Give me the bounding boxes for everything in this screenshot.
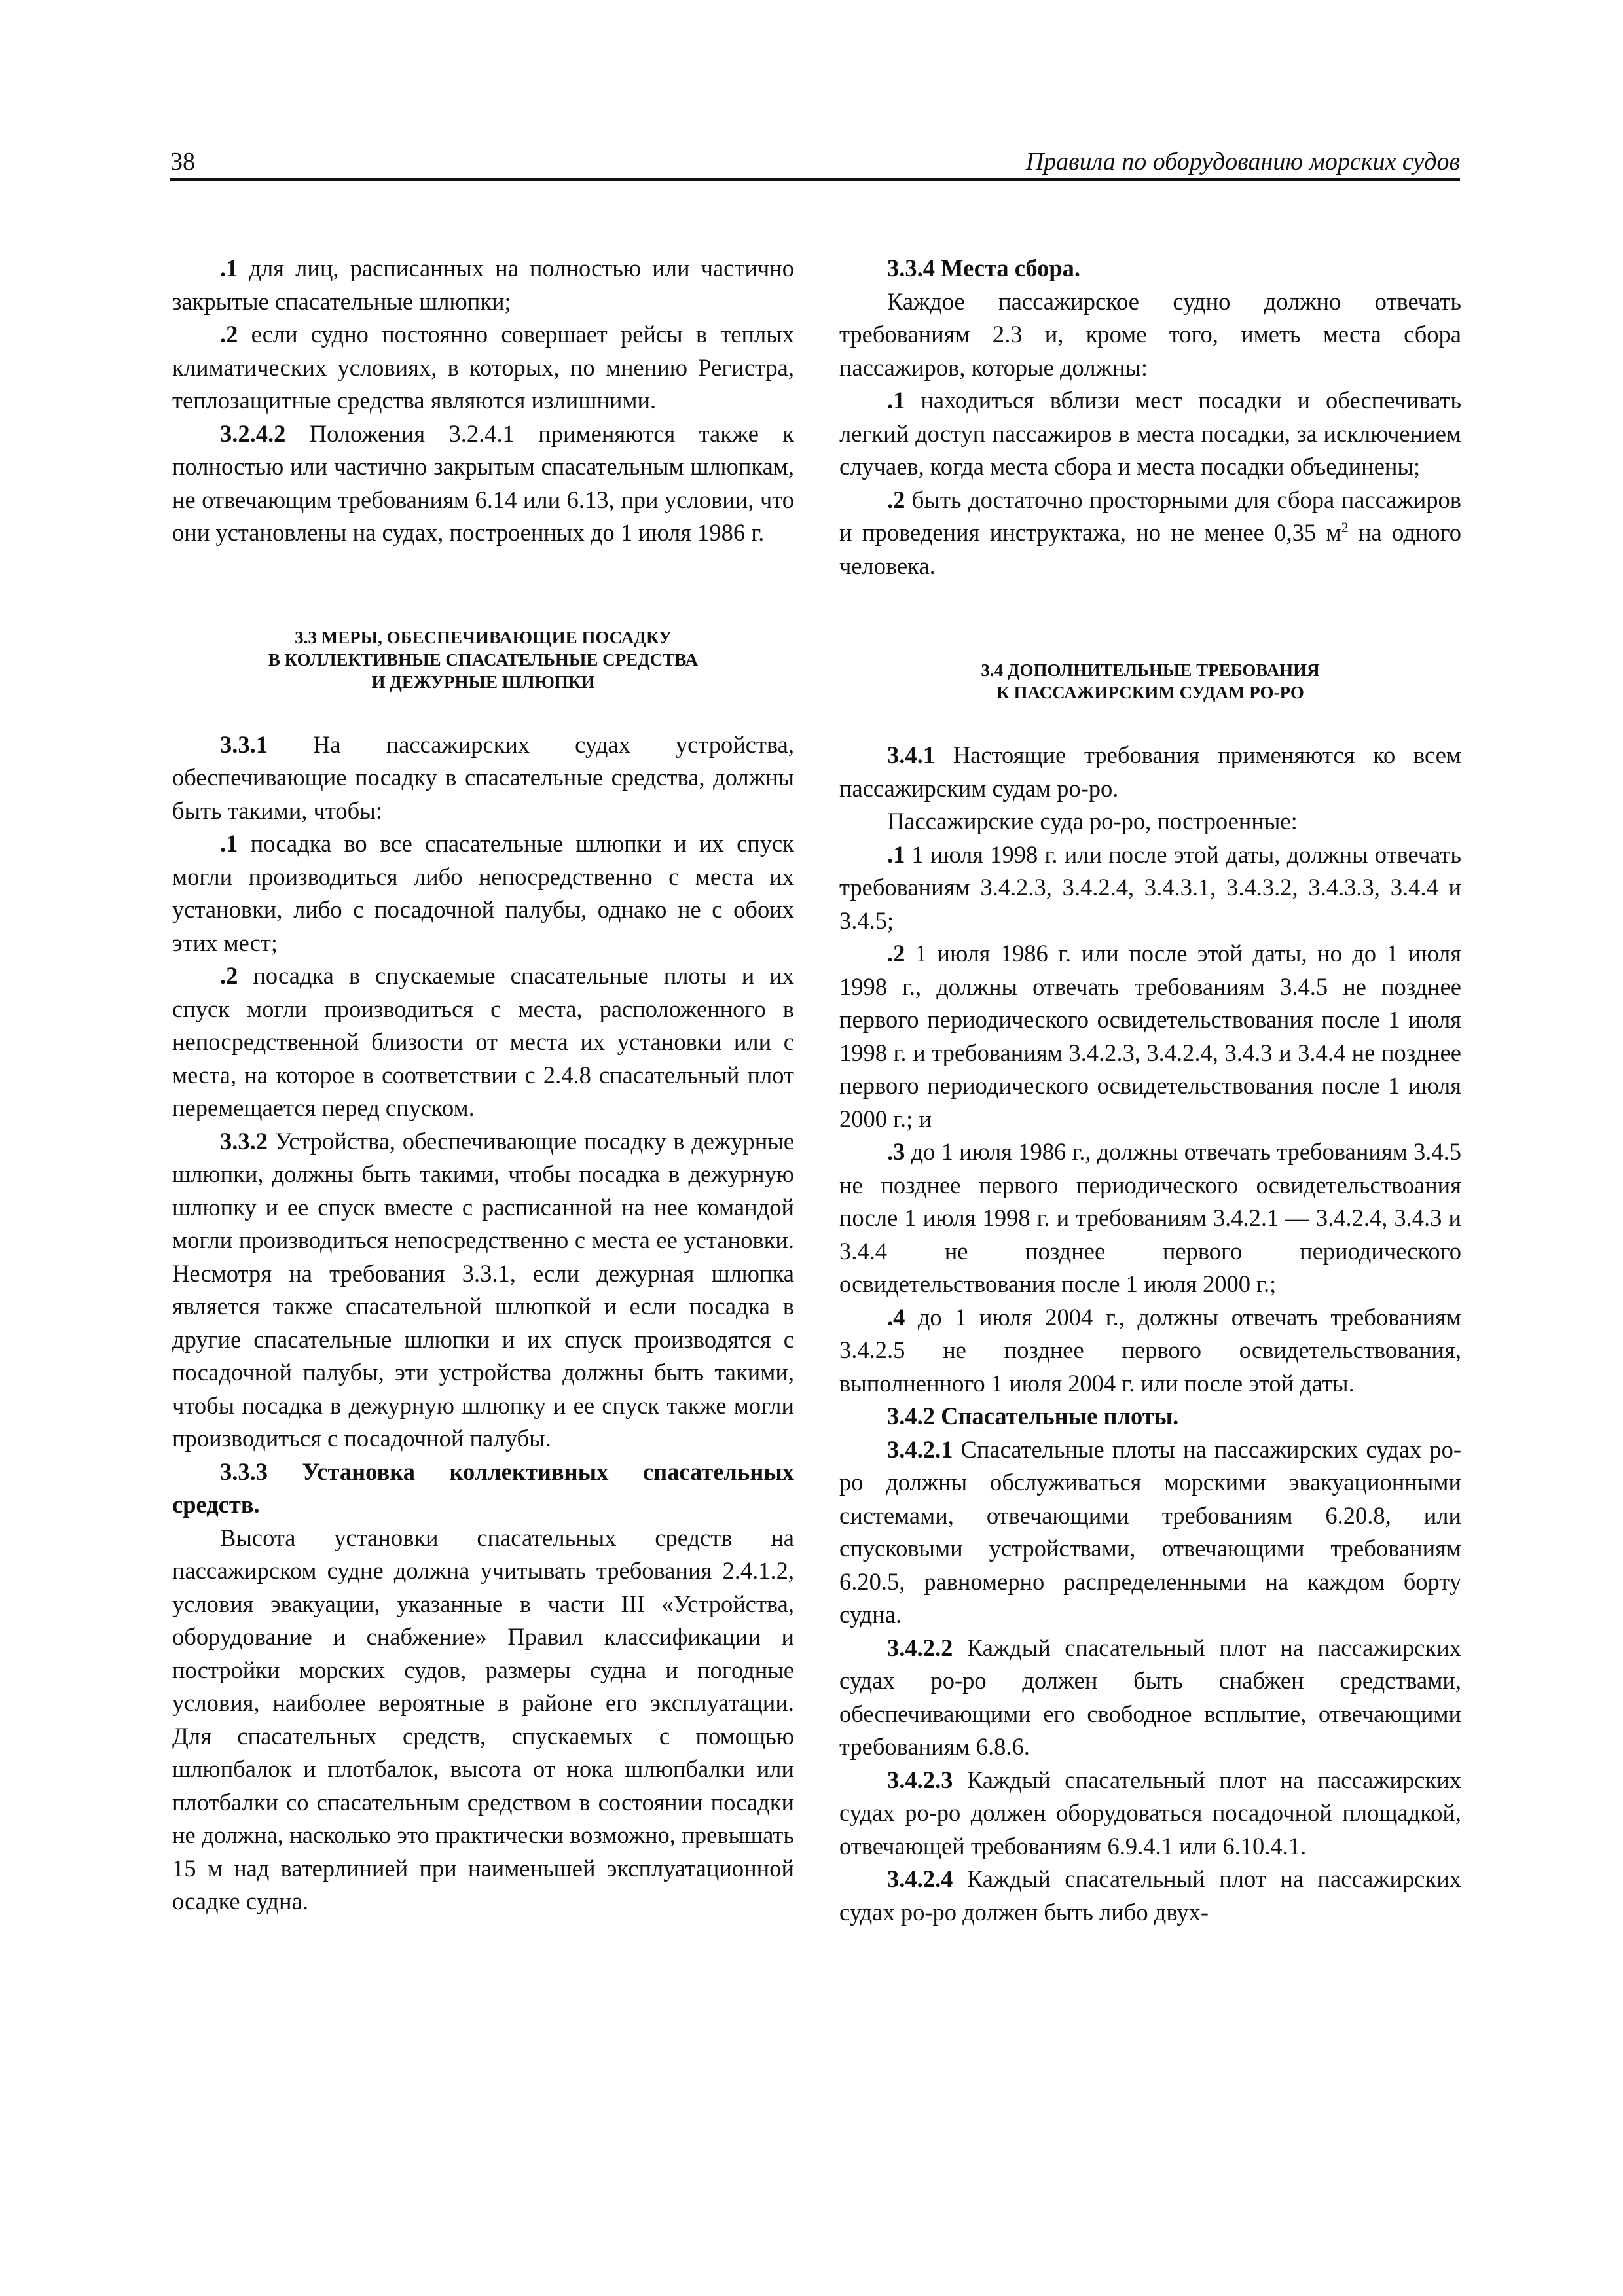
item-number: .4 [887, 1303, 905, 1331]
paragraph [172, 960, 794, 1125]
clause-number: 3.4.2.2 [887, 1634, 953, 1661]
paragraph-text: посадка во все спасательные шлюпки и их спуск могли производиться либо непосредственно с места их установки, либо с посадочной палубы, однако не с обоих этих мест; [172, 830, 794, 956]
paragraph-text: Устройства, обеспечивающие посадку в дежурные шлюпки, должны быть такими, чтобы посадка в дежурную шлюпку и ее спуск вместе с расписанной на нее командой могли производиться непосредственно с места ее установки. Несмотря на требования 3.3.1, если дежурная шлюпка является также спасательной шлюпкой и если посадка в другие спасательные шлюпки и их спуск производятся с посадочной палубы, эти устройства должны быть такими, чтобы посадка в дежурную шлюпку и ее спуск также могли производиться с посадочной палубы. [172, 1127, 794, 1452]
paragraph-text: если судно постоянно совершает рейсы в теплых климатических условиях, в которых, по мнению Регистра, теплозащитные средства являются излишними. [172, 321, 794, 414]
subsection-title: 3.3.3 Установка коллективных спасательных средств. [172, 1458, 794, 1518]
paragraph [839, 285, 1461, 385]
paragraph [839, 484, 1461, 583]
spacer [839, 583, 1461, 659]
item-number: .2 [887, 486, 905, 513]
item-number: .2 [220, 962, 238, 989]
heading-line: В КОЛЛЕКТИВНЫЕ СПАСАТЕЛЬНЫЕ СРЕДСТВА [268, 649, 699, 670]
page-header [170, 147, 1460, 181]
paragraph-text: посадка в спускаемые спасательные плоты и их спуск могли производиться с места, расположенного в непосредственной близости от места их установки или с места, на которое в соответствии с 2.4.8 спасательный плот перемещается перед спуском. [172, 962, 794, 1121]
header-rule [170, 178, 1460, 181]
paragraph [839, 838, 1461, 938]
subsection-heading [839, 1400, 1461, 1433]
paragraph [172, 418, 794, 550]
paragraph [839, 1433, 1461, 1632]
section-heading-3-4 [839, 659, 1461, 704]
paragraph-text: 1 июля 1998 г. или после этой даты, должны отвечать требованиям 3.4.2.3, 3.4.2.4, 3.4.3.1, 3.4.3.2, 3.4.3.3, 3.4.4 и 3.4.5; [839, 840, 1461, 934]
paragraph-text: На пассажирских судах устройства, обеспечивающие посадку в спасательные средства, должны быть такими, чтобы: [172, 730, 794, 824]
clause-number: 3.4.2.3 [887, 1766, 953, 1793]
paragraph-text: Каждое пассажирское судно должно отвечать требованиям 2.3 и, кроме того, иметь места сбора пассажиров, которые должны: [839, 287, 1461, 381]
paragraph [172, 827, 794, 960]
paragraph [839, 1632, 1461, 1764]
clause-number: 3.3.1 [220, 730, 268, 758]
paragraph [172, 728, 794, 828]
paragraph [839, 805, 1461, 838]
heading-line: 3.3 МЕРЫ, ОБЕСПЕЧИВАЮЩИЕ ПОСАДКУ [295, 627, 672, 647]
clause-number: 3.4.2.4 [887, 1865, 953, 1892]
item-number: .1 [887, 840, 905, 868]
section-heading-3-3 [172, 626, 794, 693]
paragraph-text: до 1 июля 2004 г., должны отвечать требованиям 3.4.2.5 не позднее первого освидетельствования, выполненного 1 июля 2004 г. или после этой даты. [839, 1303, 1461, 1397]
paragraph [172, 318, 794, 418]
paragraph [839, 937, 1461, 1136]
paragraph [839, 1301, 1461, 1401]
paragraph-text: быть достаточно просторными для сбора пассажиров и проведения инструктажа, но не менее 0,35 м [839, 486, 1461, 546]
clause-number: 3.2.4.2 [220, 420, 286, 447]
item-number: .1 [220, 830, 238, 857]
paragraph [172, 1125, 794, 1456]
paragraph-text: Положения 3.2.4.1 применяются также к полностью или частично закрытым спасательным шлюпкам, не отвечающим требованиям 6.14 или 6.13, при условии, что они установлены на судах, построенных до 1 июля 1986 г. [172, 420, 794, 546]
paragraph-text: находиться вблизи мест посадки и обеспечивать легкий доступ пассажиров в места посадки, за исключением случаев, когда места сбора и места посадки объединены; [839, 387, 1461, 480]
paragraph-text: Высота установки спасательных средств на пассажирском судне должна учитывать требования 2.4.1.2, условия эвакуации, указанные в части III «Устройства, оборудование и снабжение» Правил классификации и постройки морских судов, размеры судна и погодные условия, наиболее вероятные в районе его эксплуатации. Для спасательных средств, спускаемых с помощью шлюпбалок и плотбалок, высота от нока шлюпбалки или плотбалки со спасательным средством в состоянии посадки не должна, насколько это практически возможно, превышать 15 м над ватерлинией при наименьшей эксплуатационной осадке судна. [172, 1524, 794, 1914]
item-number: .3 [887, 1138, 905, 1165]
subsection-title: 3.4.2 Спасательные плоты. [887, 1403, 1179, 1429]
paragraph-text: Пассажирские суда ро-ро, построенные: [887, 808, 1298, 834]
paragraph [172, 1522, 794, 1918]
clause-number: 3.4.1 [887, 742, 935, 768]
paragraph [172, 252, 794, 318]
paragraph-text: на одного человека. [839, 519, 1461, 579]
left-column [172, 252, 794, 1918]
spacer [172, 693, 794, 728]
paragraph [839, 384, 1461, 484]
clause-number: 3.4.2.1 [887, 1435, 953, 1463]
page-number: 38 [170, 148, 195, 175]
item-number: .1 [887, 387, 905, 414]
heading-line: К ПАССАЖИРСКИМ СУДАМ РО-РО [996, 683, 1304, 702]
paragraph-text: Каждый спасательный плот на пассажирских судах ро-ро должен быть снабжен средствами, обеспечивающими его свободное всплытие, отвечающими требованиям 6.8.6. [839, 1634, 1461, 1760]
paragraph [839, 739, 1461, 805]
subsection-heading [172, 1456, 794, 1522]
clause-number: 3.3.2 [220, 1127, 268, 1155]
subsection-heading [839, 252, 1461, 285]
paragraph [839, 1863, 1461, 1929]
paragraph-text: Настоящие требования применяются ко всем пассажирским судам ро-ро. [839, 742, 1461, 802]
superscript: 2 [1341, 518, 1349, 535]
paragraph-text: для лиц, расписанных на полностью или частично закрытые спасательные шлюпки; [172, 255, 794, 315]
paragraph-text: Каждый спасательный плот на пассажирских судах ро-ро должен быть либо двух- [839, 1865, 1461, 1926]
paragraph [839, 1764, 1461, 1863]
spacer [839, 704, 1461, 739]
subsection-title: 3.3.4 Места сбора. [887, 255, 1081, 281]
paragraph-text: Каждый спасательный плот на пассажирских судах ро-ро должен оборудоваться посадочной площадкой, отвечающей требованиям 6.9.4.1 или 6.10.4.1. [839, 1766, 1461, 1859]
right-column [839, 252, 1461, 1929]
heading-line: 3.4 ДОПОЛНИТЕЛЬНЫЕ ТРЕБОВАНИЯ [981, 660, 1320, 680]
item-number: .2 [220, 321, 238, 348]
running-title: Правила по оборудованию морских судов [1025, 148, 1460, 175]
paragraph-text: до 1 июля 1986 г., должны отвечать требованиям 3.4.5 не позднее первого периодического освидетельствоания после 1 июля 1998 г. и требованиям 3.4.2.1 — 3.4.2.4, 3.4.3 и 3.4.4 не позднее первого периодического освидетельствования после 1 июля 2000 г.; [839, 1138, 1461, 1297]
item-number: .2 [887, 940, 905, 967]
paragraph [839, 1136, 1461, 1301]
heading-line: И ДЕЖУРНЫЕ ШЛЮПКИ [371, 672, 595, 692]
spacer [172, 550, 794, 626]
item-number: .1 [220, 255, 238, 281]
paragraph-text: Спасательные плоты на пассажирских судах ро-ро должны обслуживаться морскими эвакуационными системами, отвечающими требованиям 6.20.8, или спусковыми устройствами, отвечающими требованиям 6.20.5, равномерно распределенными на каждом борту судна. [839, 1435, 1461, 1628]
paragraph-text: 1 июля 1986 г. или после этой даты, но до 1 июля 1998 г., должны отвечать требованиям 3.4.5 не позднее первого периодического освидетельствования после 1 июля 1998 г. и требованиям 3.4.2.3, 3.4.2.4, 3.4.3 и 3.4.4 не позднее первого периодического освидетельствования после 1 июля 2000 г.; и [839, 940, 1461, 1132]
